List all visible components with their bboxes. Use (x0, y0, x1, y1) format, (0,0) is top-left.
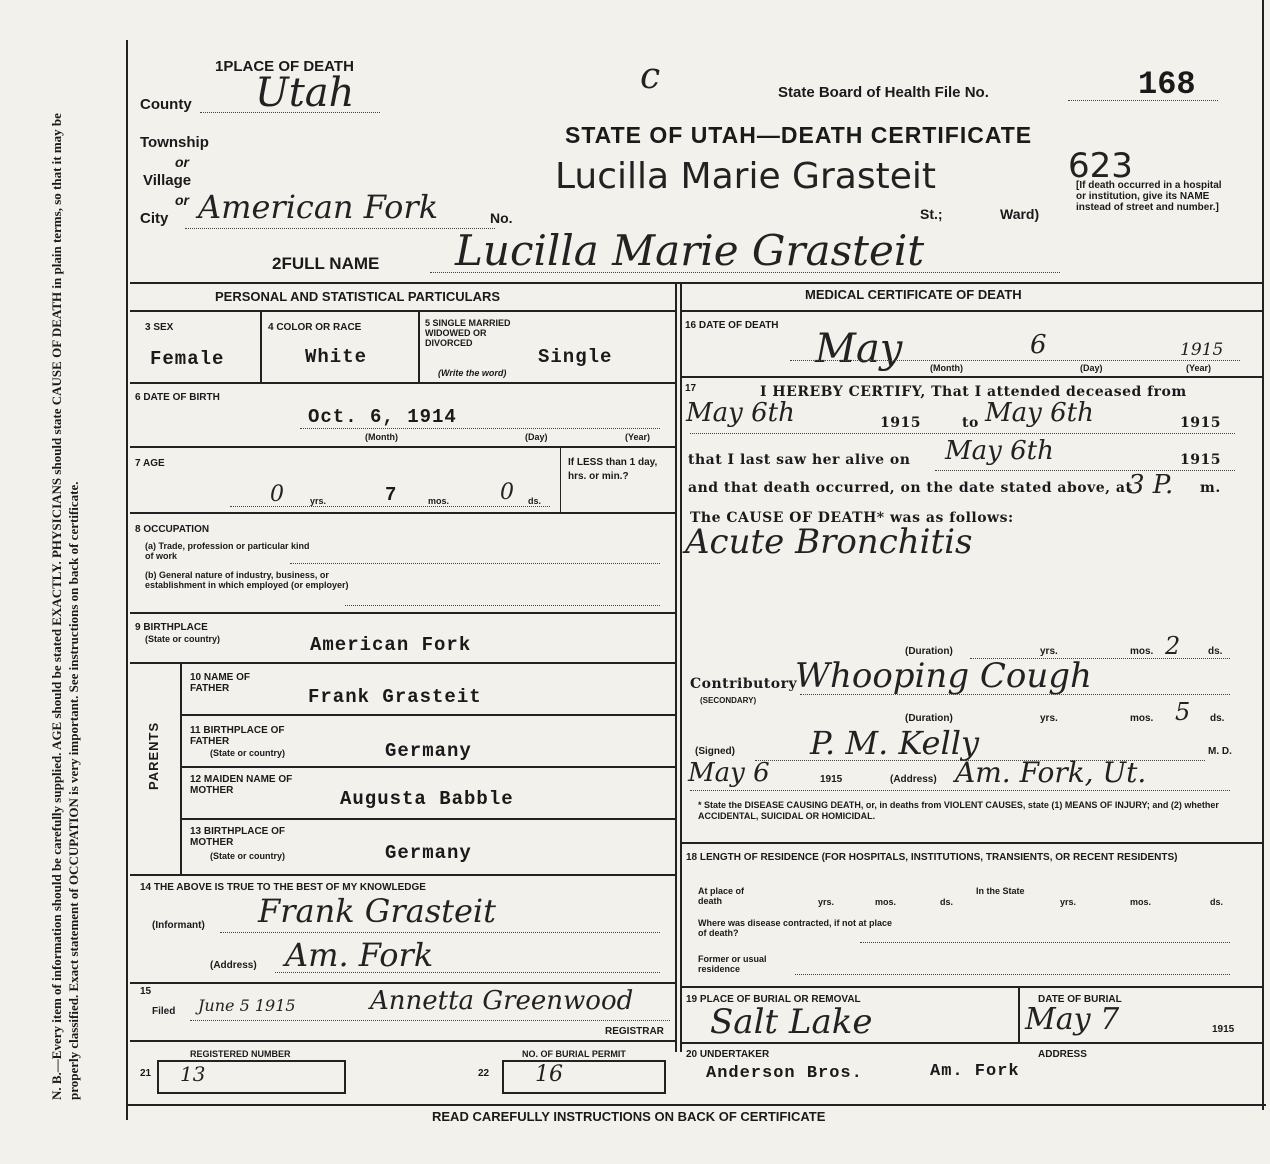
burial-permit-label: NO. OF BURIAL PERMIT (522, 1049, 626, 1059)
dur2-ds: ds. (1210, 713, 1225, 724)
n17: 17 (685, 383, 697, 394)
dob-month: (Month) (365, 432, 398, 442)
time-value: 3 P. (1128, 470, 1174, 500)
res2-ds: ds. (1210, 897, 1224, 907)
marital-note: (Write the word) (438, 368, 507, 378)
last-saw-text: that I last saw her alive on (688, 452, 911, 468)
contributory-value: Whooping Cough (795, 656, 1092, 696)
burial-place-label: 19 PLACE OF BURIAL OR REMOVAL (686, 994, 861, 1005)
dod-month-label: (Month) (930, 363, 963, 373)
last-saw-value: May 6th (945, 436, 1054, 466)
margin-note: N. B.—Every item of information should be carefully supplied. AGE should be stated EXACTLY. PHYSICIANS should state CAUSE OF DEATH in plain terms, so that it may be properly classified. Exact statement of OCCUPATION is very important. See instructions on back of certificate. (49, 113, 81, 1100)
mother-value: Augusta Babble (340, 788, 514, 810)
full-name-label: 2FULL NAME (272, 254, 380, 273)
sign-address-value: Am. Fork, Ut. (955, 756, 1147, 789)
file-label: State Board of Health File No. (778, 84, 989, 101)
res2-yrs: yrs. (1060, 897, 1077, 907)
undertaker-value: Anderson Bros. (706, 1064, 863, 1083)
res2-mos: mos. (1130, 897, 1152, 907)
sex-value: Female (150, 348, 225, 370)
number-annotation: 623 (1068, 146, 1133, 186)
undertaker-address-value: Am. Fork (930, 1062, 1020, 1081)
n21: 21 (140, 1068, 152, 1079)
sign-address-label: (Address) (890, 774, 937, 785)
burial-place-value: Salt Lake (710, 1002, 873, 1042)
from-date: May 6th (686, 398, 795, 428)
dur1-ds: ds. (1208, 646, 1223, 657)
knowledge-label: 14 THE ABOVE IS TRUE TO THE BEST OF MY KNOWLEDGE (140, 882, 426, 893)
duration1-label: (Duration) (905, 646, 953, 657)
dod-day-label: (Day) (1080, 363, 1103, 373)
father-birthplace-value: Germany (385, 740, 472, 762)
age-yrs-label: yrs. (310, 496, 327, 506)
dur2-value: 5 (1175, 698, 1191, 726)
file-number: 168 (1138, 66, 1196, 103)
registrar-label: REGISTRAR (605, 1026, 664, 1037)
former-residence-label: Former or usual residence (698, 954, 767, 974)
to-date: May 6th (985, 398, 1094, 428)
color-label: 4 COLOR OR RACE (268, 322, 362, 333)
burial-date-label: DATE OF BURIAL (1038, 994, 1122, 1005)
or-label-1: or (175, 154, 189, 170)
dur2-mos: mos. (1130, 713, 1154, 724)
age-ds: 0 (500, 480, 514, 505)
father-birthplace-sub: (State or country) (210, 748, 286, 758)
county-label: County (140, 96, 192, 113)
occupation-a: (a) Trade, profession or particular kind of work (145, 541, 310, 561)
residence-label: 18 LENGTH OF RESIDENCE (FOR HOSPITALS, INSTITUTIONS, TRANSIENTS, OR RECENT RESIDENTS) (686, 852, 1178, 863)
township-label: Township (140, 134, 209, 151)
res1-ds: ds. (940, 897, 954, 907)
age-label: 7 AGE (135, 458, 165, 469)
place-of-death-label: 1PLACE OF DEATH (215, 58, 354, 75)
medical-header: MEDICAL CERTIFICATE OF DEATH (805, 287, 1022, 302)
occupation-label: 8 OCCUPATION (135, 524, 210, 535)
from-year: 1915 (880, 415, 921, 431)
st-label: St.; (920, 206, 943, 222)
informant-label: (Informant) (152, 920, 205, 931)
filed-value: June 5 1915 (198, 996, 296, 1015)
informant-address-value: Am. Fork (285, 936, 434, 974)
registrar-value: Annetta Greenwood (370, 986, 634, 1016)
birthplace-sub: (State or country) (145, 634, 221, 644)
less-than-note: If LESS than 1 day, hrs. or min.? (568, 457, 658, 482)
burial-permit-value: 16 (535, 1062, 563, 1087)
cause-label: The CAUSE OF DEATH* was as follows: (690, 510, 1014, 526)
color-value: White (305, 346, 368, 368)
age-mos: 7 (385, 484, 398, 506)
dod-year-label: (Year) (1186, 363, 1212, 373)
sex-label: 3 SEX (145, 322, 174, 333)
father-label: 10 NAME OF FATHER (190, 672, 251, 694)
personal-header: PERSONAL AND STATISTICAL PARTICULARS (215, 289, 501, 304)
mother-birthplace-label: 13 BIRTHPLACE OF MOTHER (190, 826, 286, 848)
age-yrs: 0 (270, 482, 284, 507)
age-ds-label: ds. (528, 496, 542, 506)
medical-footnote: * State the DISEASE CAUSING DEATH, or, in deaths from VIOLENT CAUSES, state (1) MEANS OF INJURY; and (2) whether ACCIDENTAL, SUICIDAL OR HOMICIDAL. (698, 800, 1219, 821)
filed-number: 15 (140, 986, 152, 997)
informant-address-label: (Address) (210, 960, 257, 971)
sign-date: May 6 (688, 758, 770, 788)
dur1-mos: mos. (1130, 646, 1154, 657)
registered-number-label: REGISTERED NUMBER (190, 1049, 291, 1059)
age-mos-label: mos. (428, 496, 450, 506)
res1-yrs: yrs. (818, 897, 835, 907)
name-annotation: Lucilla Marie Grasteit (555, 156, 936, 197)
footer-instructions: READ CAREFULLY INSTRUCTIONS ON BACK OF CERTIFICATE (432, 1109, 826, 1124)
signed-label: (Signed) (695, 746, 735, 757)
res1-mos: mos. (875, 897, 897, 907)
dod-label: 16 DATE OF DEATH (685, 320, 779, 331)
dob-year: (Year) (625, 432, 651, 442)
dur2-yrs: yrs. (1040, 713, 1058, 724)
certify-text: I HEREBY CERTIFY, That I attended deceased from (760, 384, 1187, 400)
burial-permit-box (502, 1060, 666, 1094)
in-state-label: In the State (976, 886, 1025, 896)
signed-value: P. M. Kelly (810, 724, 980, 762)
secondary-label: (SECONDARY) (700, 696, 757, 705)
undertaker-address-label: ADDRESS (1038, 1049, 1087, 1060)
certificate-title: STATE OF UTAH—DEATH CERTIFICATE (565, 122, 1033, 148)
mother-birthplace-value: Germany (385, 842, 472, 864)
parents-label: PARENTS (146, 721, 161, 790)
or-label-2: or (175, 192, 189, 208)
father-birthplace-label: 11 BIRTHPLACE OF FATHER (190, 725, 285, 747)
sign-year: 1915 (820, 774, 843, 785)
occupation-b: (b) General nature of industry, business, or establishment in which employed (or employer) (145, 570, 349, 590)
mother-label: 12 MAIDEN NAME OF MOTHER (190, 774, 293, 796)
mother-birthplace-sub: (State or country) (210, 851, 286, 861)
dur1-value: 2 (1165, 632, 1181, 660)
marital-value: Single (538, 346, 613, 368)
hospital-note: [If death occurred in a hospital or institution, give its NAME instead of street and number.] (1076, 180, 1222, 213)
at-place-label: At place of death (698, 886, 745, 906)
to-label: to (962, 415, 979, 431)
md-label: M. D. (1208, 746, 1232, 757)
death-occurred-text: and that death occurred, on the date stated above, at (688, 480, 1133, 496)
full-name-value: Lucilla Marie Grasteit (455, 226, 925, 275)
marital-label: 5 SINGLE MARRIED WIDOWED OR DIVORCED (425, 318, 511, 348)
filed-label: Filed (152, 1006, 176, 1017)
cause-value: Acute Bronchitis (685, 522, 973, 562)
contributory-label: Contributory (690, 676, 798, 692)
father-value: Frank Grasteit (308, 686, 482, 708)
dod-year: 1915 (1180, 340, 1224, 360)
county-value: Utah (255, 70, 355, 116)
informant-value: Frank Grasteit (258, 892, 496, 930)
registered-number-value: 13 (180, 1062, 206, 1086)
c-mark: c (640, 56, 661, 97)
ward-label: Ward) (1000, 206, 1040, 222)
burial-year: 1915 (1212, 1024, 1235, 1035)
no-label: No. (490, 210, 513, 226)
village-label: Village (143, 172, 192, 189)
where-contracted-label: Where was disease contracted, if not at place of death? (698, 918, 893, 938)
last-year: 1915 (1180, 452, 1221, 468)
burial-date-value: May 7 (1025, 1002, 1120, 1037)
dob-day: (Day) (525, 432, 548, 442)
to-year: 1915 (1180, 415, 1221, 431)
undertaker-label: 20 UNDERTAKER (686, 1049, 770, 1060)
city-label: City (140, 210, 169, 227)
dod-day: 6 (1030, 330, 1047, 360)
birthplace-value: American Fork (310, 634, 472, 656)
m-label: m. (1200, 480, 1221, 496)
duration2-label: (Duration) (905, 713, 953, 724)
city-value: American Fork (198, 188, 439, 226)
birthplace-label: 9 BIRTHPLACE (135, 622, 208, 633)
dob-value: Oct. 6, 1914 (308, 406, 457, 428)
dur1-yrs: yrs. (1040, 646, 1058, 657)
n22: 22 (478, 1068, 490, 1079)
dod-month: May (815, 326, 903, 372)
dob-label: 6 DATE OF BIRTH (135, 392, 220, 403)
